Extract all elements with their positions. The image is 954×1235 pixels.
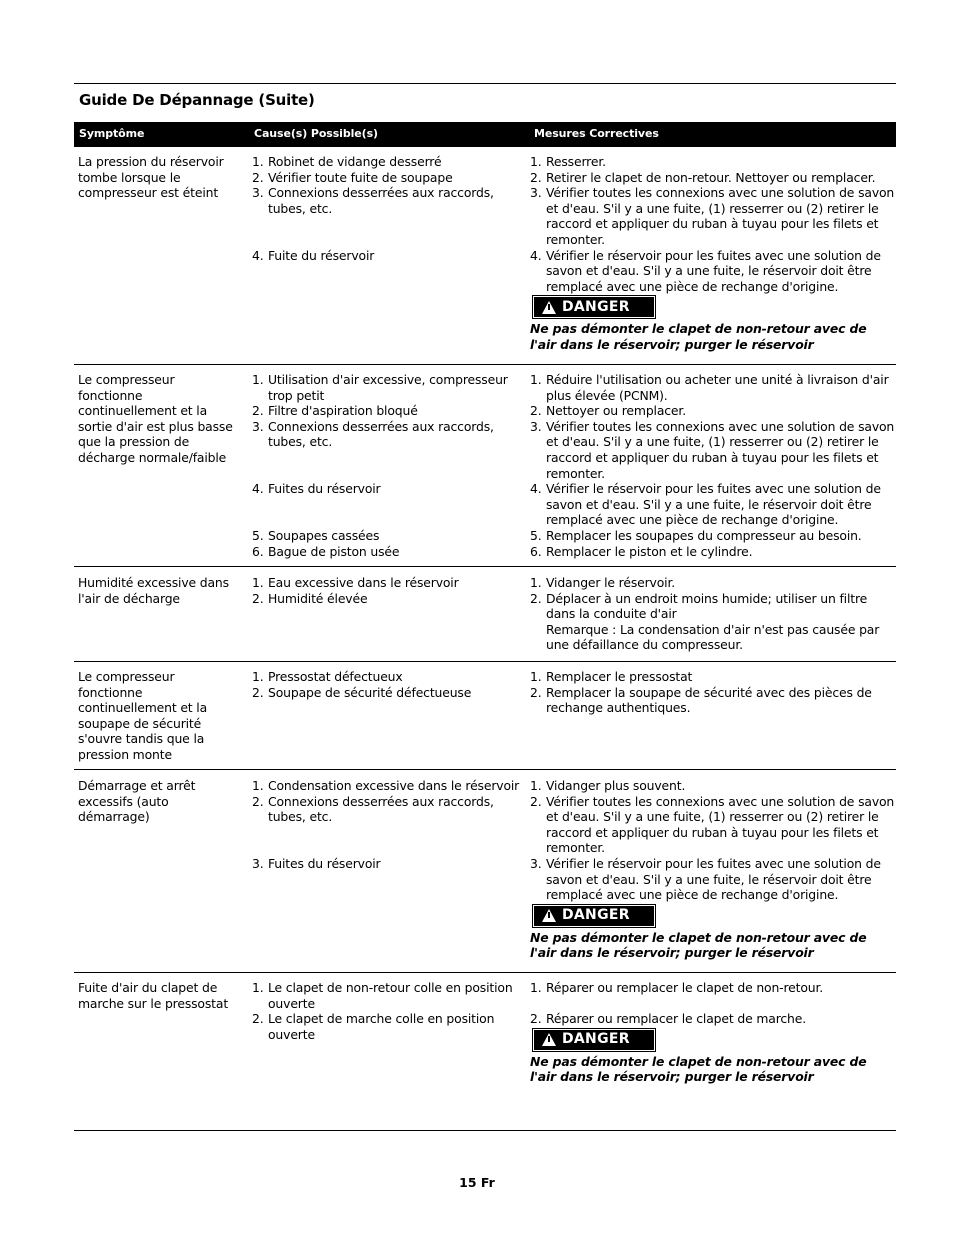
row6-fixes	[530, 980, 896, 1085]
list-item: 1. Le clapet de non-retour colle en position ouverte	[252, 980, 513, 1011]
header-fix: Mesures Correctives	[534, 127, 659, 140]
list-item: 1. Remplacer le pressostat	[530, 669, 693, 684]
row2-fixes	[530, 372, 896, 559]
list-item: 4. Fuite du réservoir	[252, 247, 375, 263]
list-item: 2. Le clapet de marche colle en position ouverte	[252, 1011, 495, 1042]
list-item: 3. Connexions desserrées aux raccords, tubes, etc.	[252, 418, 494, 450]
list-item: 3. Connexions desserrées aux raccords, tubes, etc.	[252, 185, 494, 216]
top-rule	[74, 83, 896, 84]
danger-badge: DANGER	[534, 1030, 654, 1050]
list-item: 1. Utilisation d'air excessive, compresseur trop petit	[252, 372, 508, 403]
danger-warning: Ne pas démonter le clapet de non-retour avec de l'air dans le réservoir; purger le réservoir	[530, 321, 867, 352]
list-item: 1. Condensation excessive dans le réservoir	[252, 778, 520, 793]
list-item: 3. Fuites du réservoir	[252, 855, 381, 871]
row6-symptom: Fuite d'air du clapet de marche sur le pressostat	[78, 980, 229, 1011]
list-item: 1. Vidanger plus souvent.	[530, 778, 686, 793]
list-item: 2. Retirer le clapet de non-retour. Nettoyer ou remplacer.	[530, 169, 876, 185]
list-item: 1. Réparer ou remplacer le clapet de non-retour.	[530, 980, 824, 995]
danger-badge: DANGER	[534, 297, 654, 317]
list-item: 2. Vérifier toute fuite de soupape	[252, 169, 453, 185]
list-item: 2. Humidité élevée	[252, 590, 368, 606]
page-number: 15 Fr	[459, 1175, 495, 1190]
row3-causes	[252, 575, 522, 606]
list-item: 1. Eau excessive dans le réservoir	[252, 575, 459, 590]
row3-fixes	[530, 575, 896, 653]
list-item: 6. Bague de piston usée	[252, 543, 400, 559]
list-item: 2. Réparer ou remplacer le clapet de marche.	[530, 1011, 806, 1027]
list-item: 2. Filtre d'aspiration bloqué	[252, 403, 418, 419]
list-item: 6. Remplacer le piston et le cylindre.	[530, 543, 753, 559]
row-divider	[74, 769, 896, 770]
note-text: Remarque : La condensation d'air n'est pas causée par une défaillance du compresseur.	[546, 621, 880, 653]
row1-causes	[252, 154, 522, 263]
table-header	[74, 122, 896, 147]
list-item: 4. Fuites du réservoir	[252, 481, 381, 497]
list-item: 2. Vérifier toutes les connexions avec une solution de savon et d'eau. S'il y a une fuite, (1) resserrer ou (2) retirer le raccord et appliquer du ruban à tuyau pour les filets et remonter.	[530, 793, 895, 856]
row-divider	[74, 661, 896, 662]
header-symptom: Symptôme	[79, 127, 145, 140]
list-item: 5. Remplacer les soupapes du compresseur au besoin.	[530, 527, 862, 543]
row-divider	[74, 364, 896, 365]
row2-symptom: Le compresseur fonctionne continuellement et la sortie d'air est plus basse que la pression de décharge normale/faible	[78, 372, 233, 465]
row1-symptom: La pression du réservoir tombe lorsque le compresseur est éteint	[78, 154, 224, 201]
danger-badge: DANGER	[534, 906, 654, 926]
row6-causes	[252, 980, 522, 1042]
row-divider	[74, 972, 896, 973]
section-title: Guide De Dépannage (Suite)	[79, 91, 315, 109]
list-item: 1. Robinet de vidange desserré	[252, 154, 442, 169]
list-item: 1. Réduire l'utilisation ou acheter une unité à livraison d'air plus élevée (PCNM).	[530, 372, 889, 403]
row1-fixes	[530, 154, 896, 353]
list-item: 1. Pressostat défectueux	[252, 669, 403, 684]
row4-causes	[252, 669, 522, 700]
list-item: 2. Déplacer à un endroit moins humide; utiliser un filtre dans la conduite d'air Remarque : La condensation d'air n'est pas causée par une défaillance du compresseur.	[530, 590, 880, 653]
list-item: 2. Remplacer la soupape de sécurité avec des pièces de rechange authentiques.	[530, 684, 872, 716]
list-item: 3. Vérifier toutes les connexions avec une solution de savon et d'eau. S'il y a une fuite, (1) resserrer ou (2) retirer le raccord et appliquer du ruban à tuyau pour les filets et remonter.	[530, 185, 895, 247]
list-item: 3. Vérifier le réservoir pour les fuites avec une solution de savon et d'eau. S'il y a une fuite, le réservoir doit être remplacé avec une pièce de rechange d'origine.	[530, 855, 881, 903]
list-item: 1. Resserrer.	[530, 154, 606, 169]
list-item: 5. Soupapes cassées	[252, 527, 380, 543]
row5-fixes	[530, 778, 896, 961]
row-divider	[74, 566, 896, 567]
danger-warning: Ne pas démonter le clapet de non-retour avec de l'air dans le réservoir; purger le réservoir	[530, 1053, 867, 1085]
list-item: 2. Nettoyer ou remplacer.	[530, 403, 686, 419]
row2-causes	[252, 372, 522, 559]
list-item: 1. Vidanger le réservoir.	[530, 575, 676, 590]
row3-symptom: Humidité excessive dans l'air de décharge	[78, 575, 229, 606]
row4-symptom: Le compresseur fonctionne continuellement et la soupape de sécurité s'ouvre tandis que la pression monte	[78, 669, 208, 762]
row5-symptom: Démarrage et arrêt excessifs (auto démarrage)	[78, 778, 196, 825]
warning-icon	[542, 301, 556, 314]
row4-fixes	[530, 669, 896, 716]
row5-causes	[252, 778, 522, 872]
list-item: 2. Connexions desserrées aux raccords, tubes, etc.	[252, 793, 494, 825]
list-item: 4. Vérifier le réservoir pour les fuites avec une solution de savon et d'eau. S'il y a une fuite, le réservoir doit être remplacé avec une pièce de rechange d'origine.	[530, 247, 881, 294]
list-item: 4. Vérifier le réservoir pour les fuites avec une solution de savon et d'eau. S'il y a une fuite, le réservoir doit être remplacé avec une pièce de rechange d'origine.	[530, 481, 881, 528]
warning-icon	[542, 1033, 556, 1046]
warning-icon	[542, 909, 556, 922]
bottom-rule	[74, 1130, 896, 1131]
list-item: 2. Soupape de sécurité défectueuse	[252, 684, 472, 700]
list-item: 3. Vérifier toutes les connexions avec une solution de savon et d'eau. S'il y a une fuite, (1) resserrer ou (2) retirer le raccord et appliquer du ruban à tuyau pour les filets et remonter.	[530, 418, 895, 481]
danger-warning: Ne pas démonter le clapet de non-retour avec de l'air dans le réservoir; purger le réservoir	[530, 929, 867, 961]
header-cause: Cause(s) Possible(s)	[254, 127, 378, 140]
